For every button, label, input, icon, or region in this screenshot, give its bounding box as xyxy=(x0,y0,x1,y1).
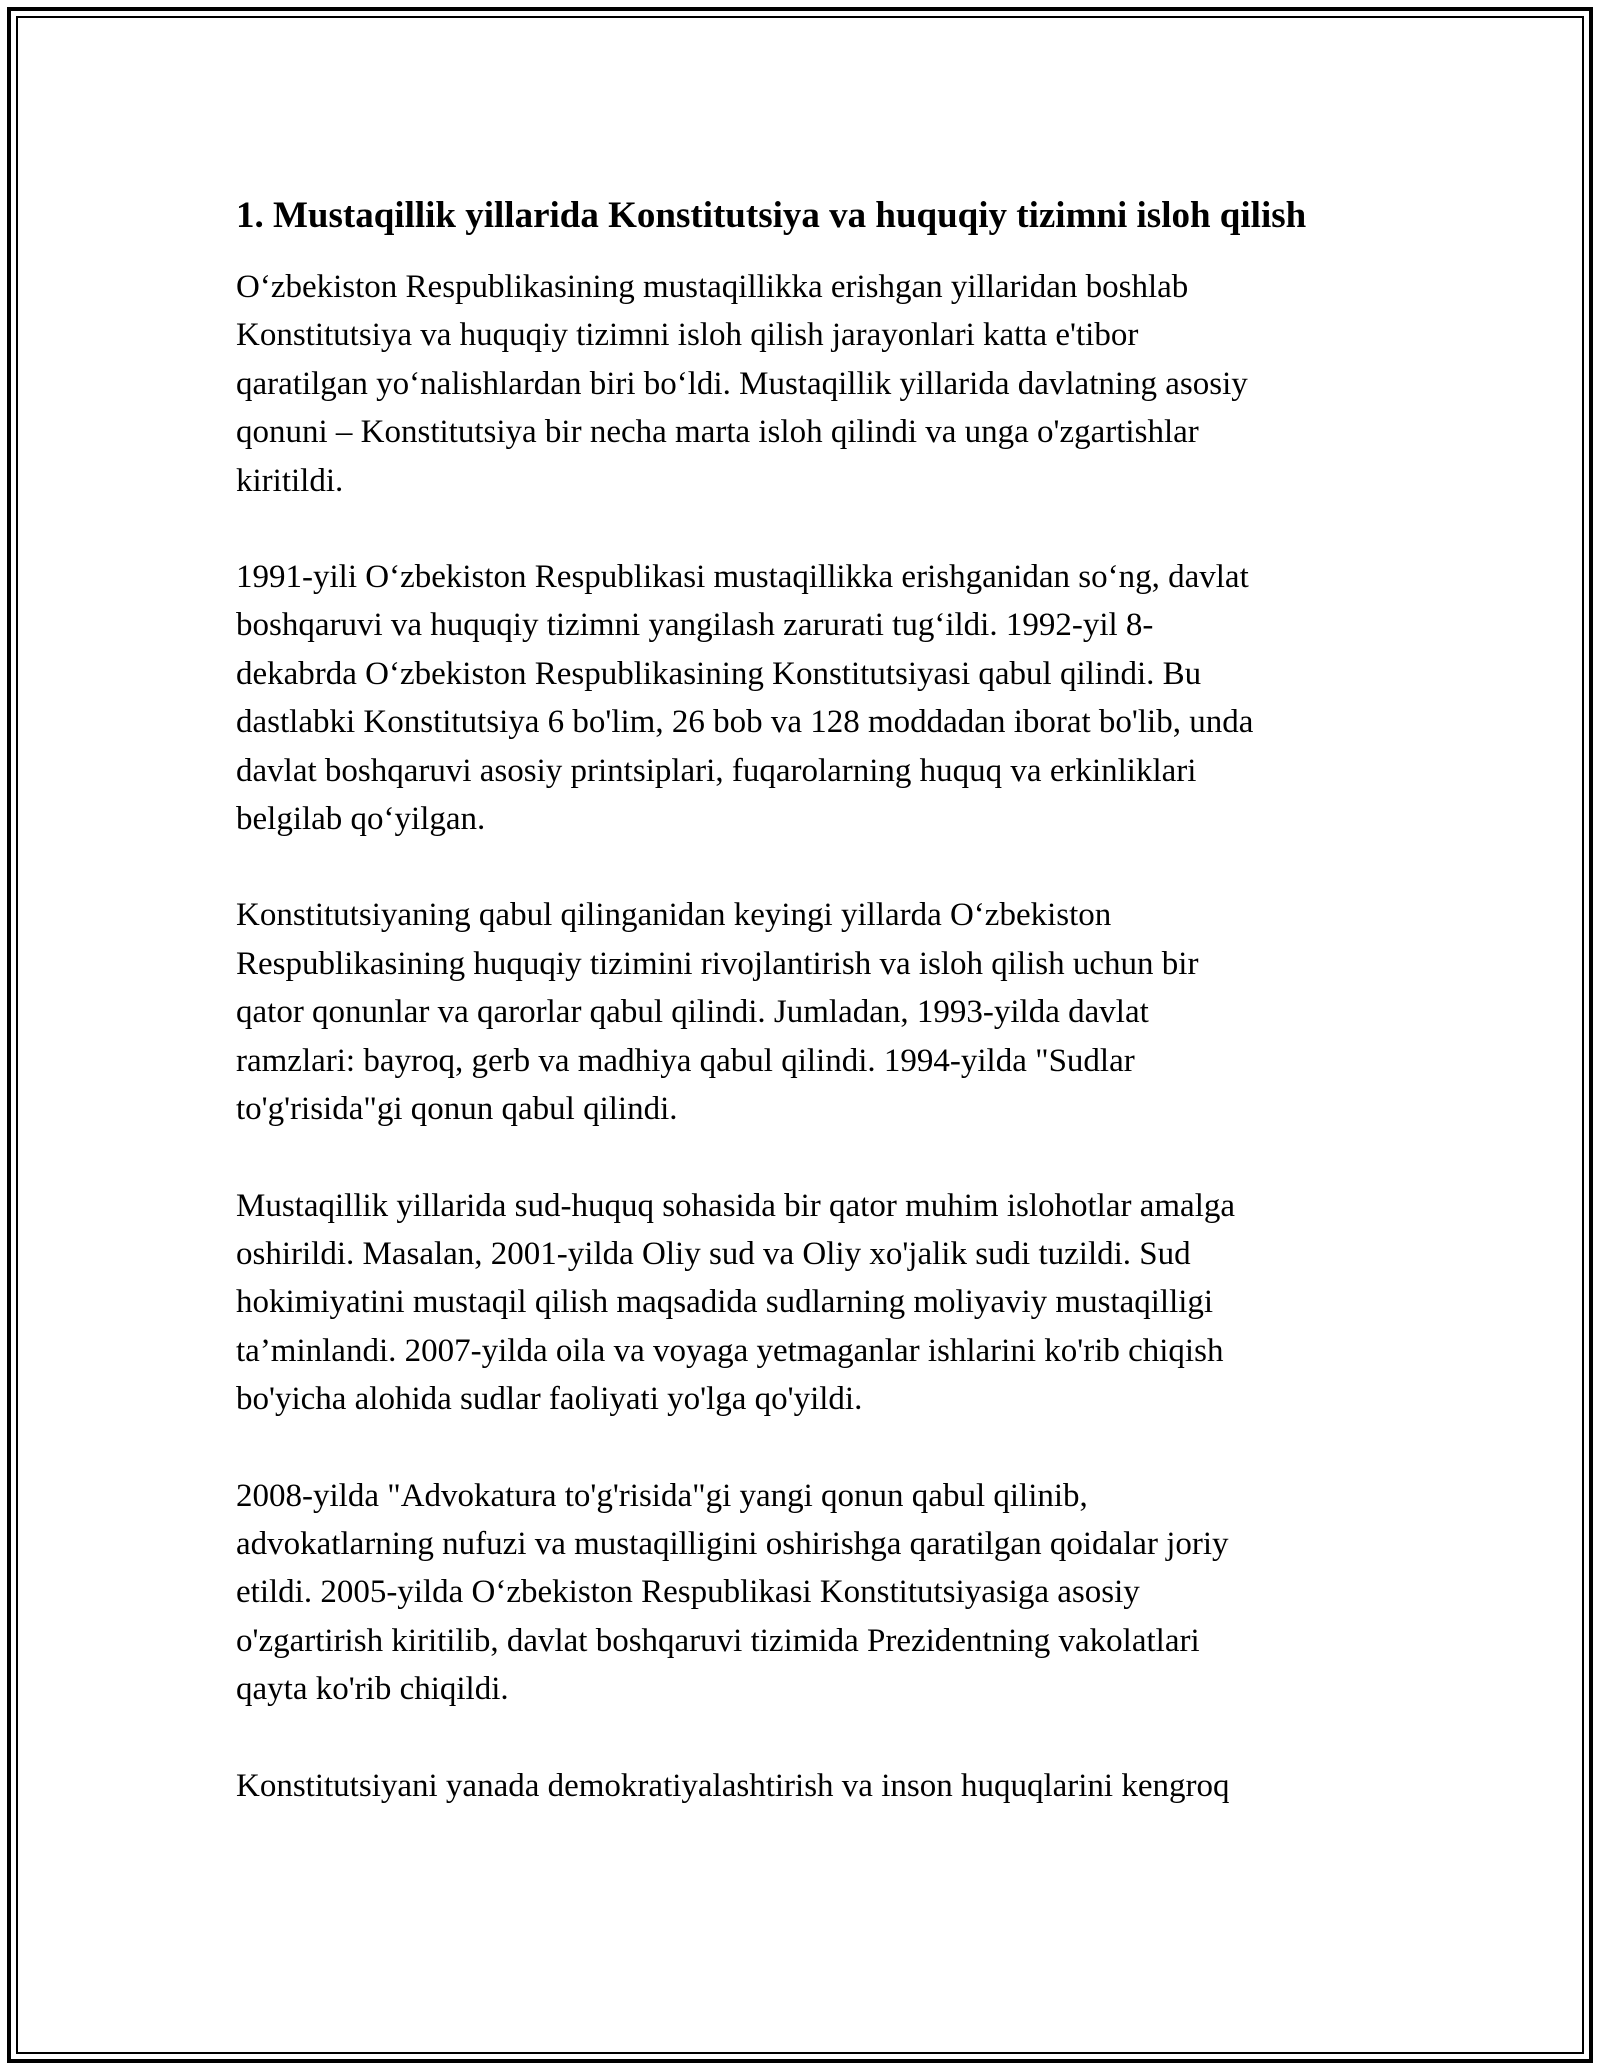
paragraph-1: O‘zbekiston Respublikasining mustaqillikka erishgan yillaridan boshlab Konstitutsiya va huquqiy tizimni isloh qilish jarayonlari katta e'tibor qaratilgan yo‘nalishlardan biri bo‘ldi. Mustaqillik yillarida davlatning asosiy qonuni – Konstitutsiya bir necha marta isloh qilindi va unga o'zgartishlar kiritildi. xyxy=(236,269,1248,499)
section-heading: 1. Mustaqillik yillarida Konstitutsiya va huquqiy tizimni isloh qilish xyxy=(236,195,1307,236)
paragraph-3: Konstitutsiyaning qabul qilinganidan keyingi yillarda O‘zbekiston Respublikasining huquqiy tizimini rivojlantirish va isloh qilish uchun bir qator qonunlar va qarorlar qabul qilindi. Jumladan, 1993-yilda davlat ramzlari: bayroq, gerb va madhiya qabul qilindi. 1994-yilda "Sudlar to'g'risida"gi qonun qabul qilindi. xyxy=(236,897,1199,1128)
document-body xyxy=(236,188,1376,1858)
paragraph-2: 1991-yili O‘zbekiston Respublikasi mustaqillikka erishganidan so‘ng, davlat boshqaruvi va huquqiy tizimni yangilash zarurati tug‘ildi. 1992-yil 8- dekabrda O‘zbekiston Respublikasining Konstitutsiyasi qabul qilindi. Bu dastlabki Konstitutsiya 6 bo'lim, 26 bob va 128 moddadan iborat bo'lib, unda davlat boshqaruvi asosiy printsiplari, fuqarolarning huquq va erkinliklari belgilab qo‘yilgan. xyxy=(236,559,1254,838)
paragraph-6: Konstitutsiyani yanada demokratiyalashtirish va inson huquqlarini kengroq xyxy=(236,1767,1230,1804)
paragraph-4: Mustaqillik yillarida sud-huquq sohasida bir qator muhim islohotlar amalga oshirildi. Masalan, 2001-yilda Oliy sud va Oliy xo'jalik sudi tuzildi. Sud hokimiyatini mustaqil qilish maqsadida sudlarning moliyaviy mustaqilligi ta’minlandi. 2007-yilda oila va voyaga yetmaganlar ishlarini ko'rib chiqish bo'yicha alohida sudlar faoliyati yo'lga qo'yildi. xyxy=(236,1187,1236,1418)
paragraph-5: 2008-yilda "Advokatura to'g'risida"gi yangi qonun qabul qilinib, advokatlarning nufuzi va mustaqilligini oshirishga qaratilgan qoidalar joriy etildi. 2005-yilda O‘zbekiston Respublikasi Konstitutsiyasiga asosiy o'zgartirish kiritilib, davlat boshqaruvi tizimida Prezidentning vakolatlari qayta ko'rib chiqildi. xyxy=(236,1477,1229,1708)
